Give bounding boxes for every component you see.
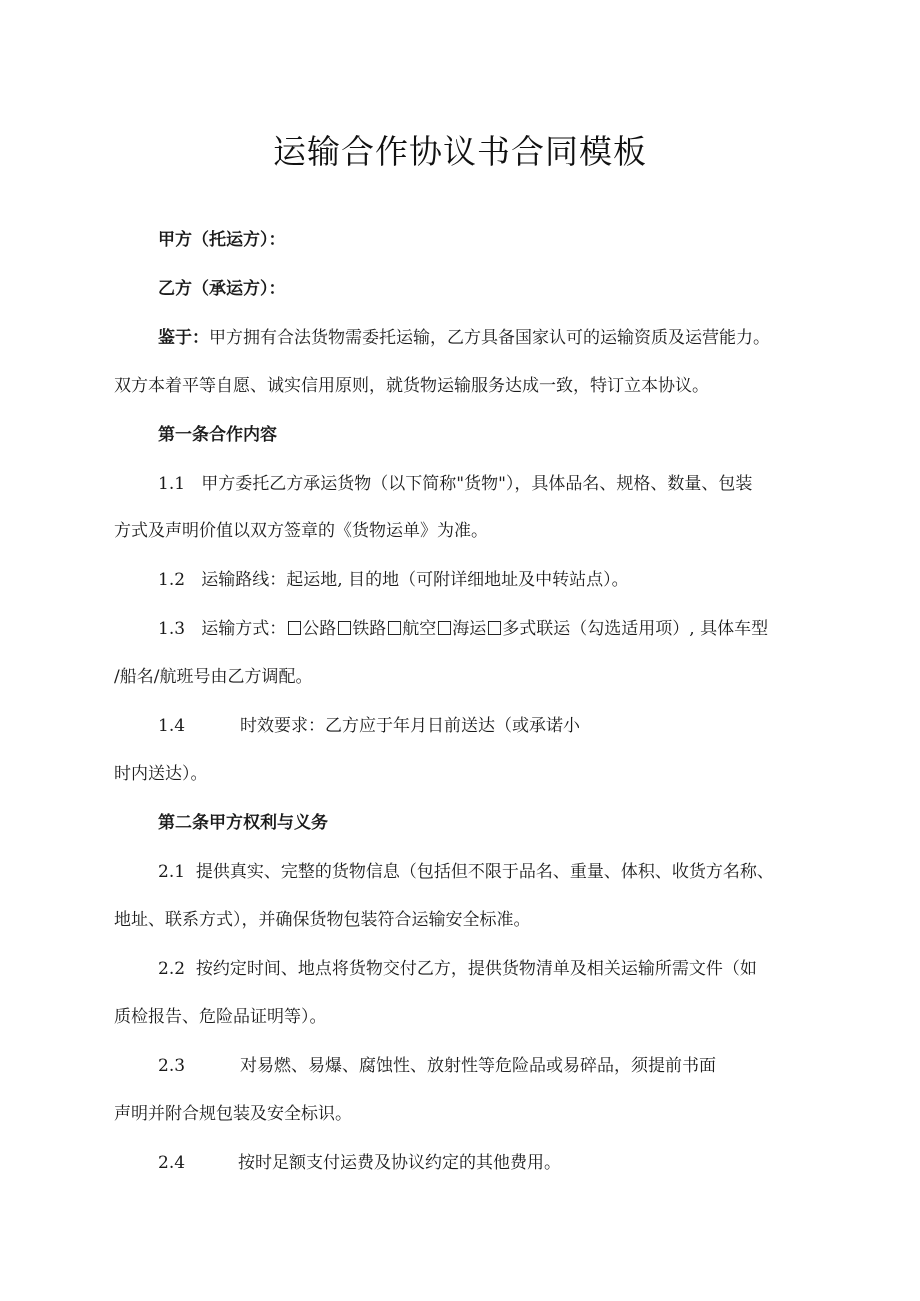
- checkbox-rail[interactable]: [338, 621, 351, 635]
- clause-number: 2.4: [158, 1153, 186, 1173]
- checkbox-multimodal[interactable]: [488, 621, 501, 635]
- clause-1-1-line2: 方式及声明价值以双方签章的《货物运单》为准。: [114, 521, 488, 541]
- whereas-text-line1: 甲方拥有合法货物需委托运输，乙方具备国家认可的运输资质及运营能力。: [209, 328, 770, 348]
- clause-1-1: [158, 473, 752, 495]
- clause-number: 1.3: [158, 619, 186, 639]
- clause-1-2-text: 运输路线：起运地, 目的地（可附详细地址及中转站点）。: [201, 570, 629, 590]
- transport-mode-label: 运输方式：: [201, 619, 287, 639]
- clause-2-3: [158, 1055, 185, 1077]
- clause-2-2-line1: 按约定时间、地点将货物交付乙方，提供货物清单及相关运输所需文件（如: [195, 959, 757, 979]
- clause-number: 1.4: [158, 716, 186, 736]
- clause-2-3-line1: 对易燃、易爆、腐蚀性、放射性等危险品或易碎品，须提前书面: [240, 1056, 716, 1076]
- option-sea: 海运: [452, 619, 487, 639]
- option-rail: 铁路: [352, 619, 387, 639]
- option-road: 公路: [302, 619, 337, 639]
- party-b-label: 乙方（承运方）：: [158, 279, 286, 299]
- clause-number: 2.3: [158, 1056, 186, 1076]
- transport-mode-suffix: （勾选适用项）, 具体车型: [570, 619, 769, 639]
- whereas-label: 鉴于：: [158, 328, 209, 348]
- clause-1-4-line1: 时效要求：乙方应于年月日前送达（或承诺小: [240, 716, 580, 736]
- clause-2-1-line1: 提供真实、完整的货物信息（包括但不限于品名、重量、体积、收货方名称、: [195, 862, 774, 882]
- clause-1-1-line1: 甲方委托乙方承运货物（以下简称"货物"），具体品名、规格、数量、包装: [201, 474, 753, 494]
- clause-1-4: [158, 715, 185, 737]
- clause-2-4-text: 按时足额支付运费及协议约定的其他费用。: [238, 1153, 561, 1173]
- clause-1-3: [158, 618, 768, 640]
- clause-number: 2.2: [158, 959, 186, 979]
- article-2-heading: 第二条甲方权利与义务: [158, 813, 328, 833]
- clause-2-2-line2: 质检报告、危险品证明等）。: [114, 1007, 327, 1027]
- party-a-label: 甲方（托运方）：: [158, 230, 286, 250]
- checkbox-road[interactable]: [288, 621, 301, 635]
- clause-number: 1.1: [158, 474, 186, 494]
- clause-1-2: [158, 569, 629, 591]
- clause-number: 1.2: [158, 570, 186, 590]
- clause-2-2: [158, 958, 757, 980]
- clause-2-4: [158, 1152, 185, 1174]
- option-air: 航空: [402, 619, 437, 639]
- checkbox-air[interactable]: [388, 621, 401, 635]
- checkbox-sea[interactable]: [438, 621, 451, 635]
- clause-number: 2.1: [158, 862, 186, 882]
- whereas-text-line2: 双方本着平等自愿、诚实信用原则，就货物运输服务达成一致，特订立本协议。: [114, 376, 709, 396]
- whereas-paragraph: [158, 327, 770, 349]
- clause-1-3-line2: /船名/航班号由乙方调配。: [114, 667, 313, 687]
- clause-2-1: [158, 861, 774, 883]
- option-multimodal: 多式联运: [502, 619, 571, 639]
- article-1-heading: 第一条合作内容: [158, 425, 277, 445]
- clause-2-3-line2: 声明并附合规包装及安全标识。: [114, 1104, 352, 1124]
- document-title: 运输合作协议书合同模板: [273, 132, 647, 171]
- clause-1-4-line2: 时内送达）。: [114, 764, 208, 784]
- clause-2-1-line2: 地址、联系方式），并确保货物包装符合运输安全标准。: [114, 910, 531, 930]
